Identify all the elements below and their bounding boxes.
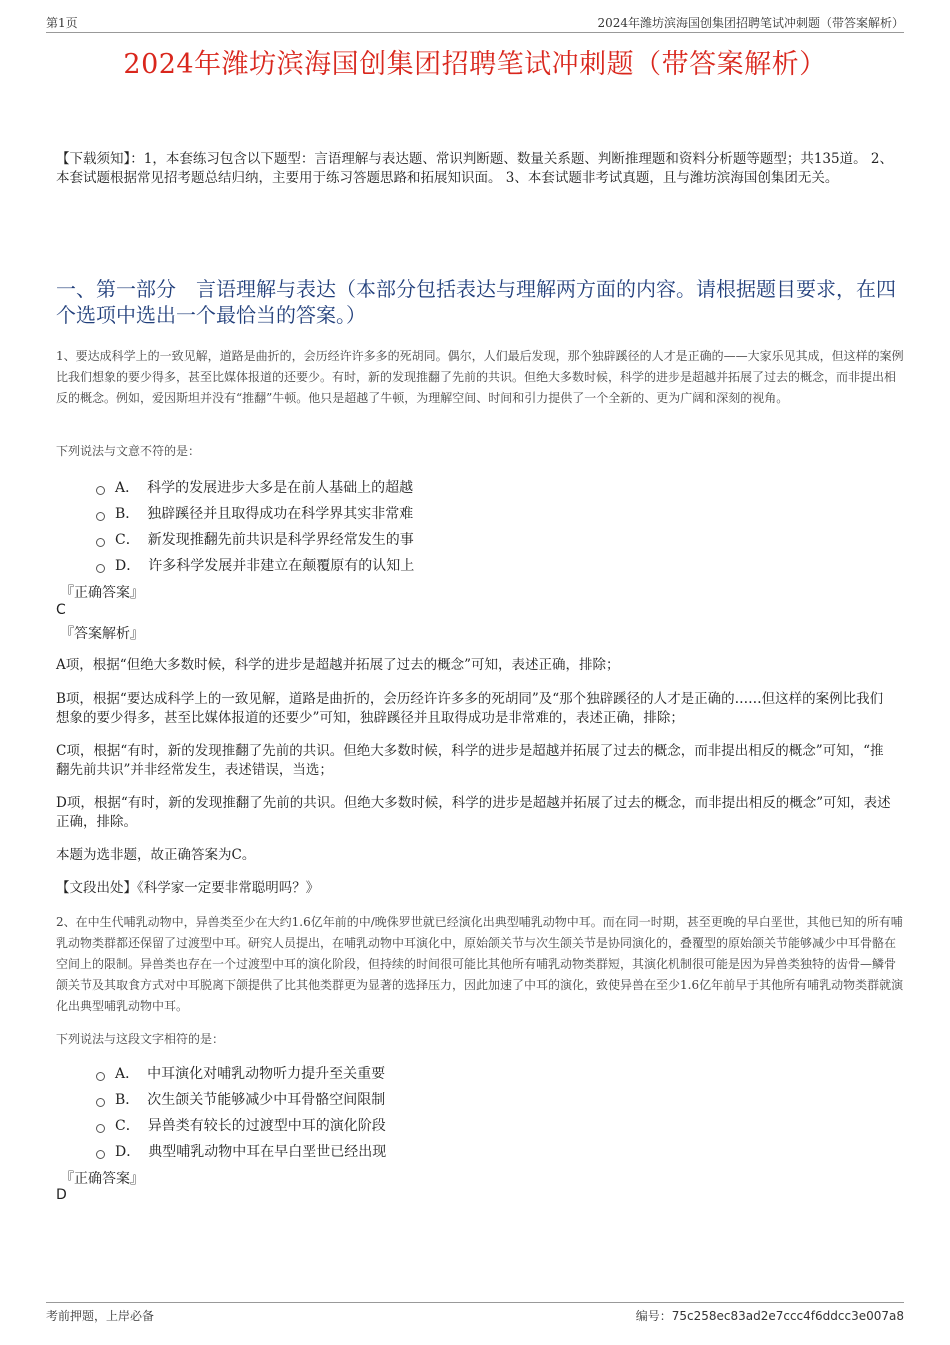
page-header: [46, 12, 904, 33]
option-letter: C．: [115, 1118, 140, 1134]
analysis-c: C项，根据“有时，新的发现推翻了先前的共识。但绝大多数时候，科学的进步是超越并拓展了过去的概念，而非提出相反的概念”可知，“推翻先前共识”并非经常发生，表述错误，当选；: [56, 743, 884, 778]
question-2-prompt: 下列说法与这段文字相符的是：: [56, 1032, 225, 1046]
footer-slogan: 考前押题，上岸必备: [46, 1309, 155, 1323]
footer-code: [636, 1307, 904, 1324]
question-1-prompt: 下列说法与文意不符的是：: [56, 444, 201, 458]
option-text: 许多科学发展并非建立在颠覆原有的认知上: [148, 558, 415, 574]
page-footer: [46, 1302, 904, 1323]
question-2-options: [96, 1060, 796, 1164]
option-text: 独辟蹊径并且取得成功在科学界其实非常难: [147, 506, 414, 522]
radio-icon[interactable]: [96, 1124, 105, 1133]
radio-icon[interactable]: [96, 1098, 105, 1107]
answer-value: C: [56, 602, 66, 618]
question-2-text: 2、在中生代哺乳动物中，异兽类至少在大约1.6亿年前的中/晚侏罗世就已经演化出典型哺乳动物中耳。而在同一时期，甚至更晚的早白垩世，其他已知的所有哺乳动物类群都还保留了过渡型中耳。研究人员提出，在哺乳动物中耳演化中，原始颌关节与次生颌关节是协同演化的，叠覆型的原始颌关节能够减少中耳骨骼在空间上的限制。异兽类也存在一个过渡型中耳的演化阶段，但持续的时间很可能比其他所有哺乳动物类群短，其演化机制很可能是因为异兽类独特的齿骨—鳞骨颌关节及其取食方式对中耳脱离下颌提供了比其他类群更为显著的选择压力，因此加速了中耳的演化，致使异兽在至少1.6亿年前早于其他所有哺乳动物类群就演化出典型哺乳动物中耳。: [56, 915, 904, 1013]
option-b[interactable]: [96, 1086, 796, 1112]
answer-label: 『正确答案』: [60, 585, 144, 601]
option-text: 新发现推翻先前共识是科学界经常发生的事: [147, 532, 414, 548]
radio-icon[interactable]: [96, 564, 105, 573]
page-number: 第1页: [46, 16, 78, 30]
analysis-label: 『答案解析』: [60, 626, 144, 642]
document-title: 2024年潍坊滨海国创集团招聘笔试冲刺题（带答案解析）: [123, 49, 827, 80]
section-heading: 一、第一部分 言语理解与表达（本部分包括表达与理解两方面的内容。请根据题目要求，在四个选项中选出一个最恰当的答案。）: [56, 277, 896, 327]
analysis-b: B项，根据“要达成科学上的一致见解，道路是曲折的，会历经许许多多的死胡同”及“那个独辟蹊径的人才是正确的……但这样的案例比我们想象的要少得多，甚至比媒体报道的还要少”可知，独辟蹊径并且取得成功是非常难的，表述正确，排除；: [56, 691, 884, 726]
footer-code-value: 75c258ec83ad2e7ccc4f6ddcc3e007a8: [671, 1309, 904, 1323]
option-c[interactable]: [96, 1112, 796, 1138]
option-a[interactable]: [96, 1060, 796, 1086]
option-letter: B．: [115, 506, 140, 522]
option-text: 异兽类有较长的过渡型中耳的演化阶段: [147, 1118, 386, 1134]
option-text: 典型哺乳动物中耳在早白垩世已经出现: [148, 1144, 387, 1160]
option-letter: C．: [115, 532, 140, 548]
radio-icon[interactable]: [96, 512, 105, 521]
answer-label: 『正确答案』: [60, 1171, 144, 1187]
source-note: 【文段出处】《科学家一定要非常聪明吗？》: [56, 880, 320, 896]
option-d[interactable]: [96, 552, 796, 578]
option-letter: D．: [115, 1144, 141, 1160]
option-text: 中耳演化对哺乳动物听力提升至关重要: [147, 1066, 386, 1082]
analysis-conclusion: 本题为选非题，故正确答案为C。: [56, 847, 256, 863]
radio-icon[interactable]: [96, 486, 105, 495]
answer-value: D: [56, 1187, 67, 1203]
option-letter: B．: [115, 1092, 140, 1108]
analysis-a: A项，根据“但绝大多数时候，科学的进步是超越并拓展了过去的概念”可知，表述正确，排除；: [56, 657, 620, 673]
option-a[interactable]: [96, 474, 796, 500]
option-letter: D．: [115, 558, 141, 574]
option-b[interactable]: [96, 500, 796, 526]
analysis-d: D项，根据“有时，新的发现推翻了先前的共识。但绝大多数时候，科学的进步是超越并拓展了过去的概念，而非提出相反的概念”可知，表述正确，排除。: [56, 795, 891, 830]
option-d[interactable]: [96, 1138, 796, 1164]
option-c[interactable]: [96, 526, 796, 552]
header-doc-title: 2024年潍坊滨海国创集团招聘笔试冲刺题（带答案解析）: [597, 16, 904, 30]
question-1-text: 1、要达成科学上的一致见解，道路是曲折的，会历经许许多多的死胡同。偶尔，人们最后发现，那个独辟蹊径的人才是正确的——大家乐见其成，但这样的案例比我们想象的要少得多，甚至比媒体报道的还要少。有时，新的发现推翻了先前的共识。但绝大多数时候，科学的进步是超越并拓展了过去的概念，而非提出相反的概念。例如，爱因斯坦并没有“推翻”牛顿。他只是超越了牛顿，为理解空间、时间和引力提供了一个全新的、更为广阔和深刻的视角。: [56, 349, 904, 405]
option-letter: A．: [115, 480, 140, 496]
option-text: 科学的发展进步大多是在前人基础上的超越: [147, 480, 414, 496]
download-notice: 【下载须知】：1，本套练习包含以下题型：言语理解与表达题、常识判断题、数量关系题、判断推理题和资料分析题等题型；共135道。 2、本套试题根据常见招考题总结归纳，主要用于练习答题思路和拓展知识面。 3、本套试题非考试真题，且与潍坊滨海国创集团无关。: [56, 151, 893, 186]
option-letter: A．: [115, 1066, 140, 1082]
footer-code-label: 编号：: [635, 1309, 672, 1323]
radio-icon[interactable]: [96, 1150, 105, 1159]
radio-icon[interactable]: [96, 538, 105, 547]
radio-icon[interactable]: [96, 1072, 105, 1081]
question-1-options: [96, 474, 796, 578]
option-text: 次生颌关节能够减少中耳骨骼空间限制: [147, 1092, 386, 1108]
